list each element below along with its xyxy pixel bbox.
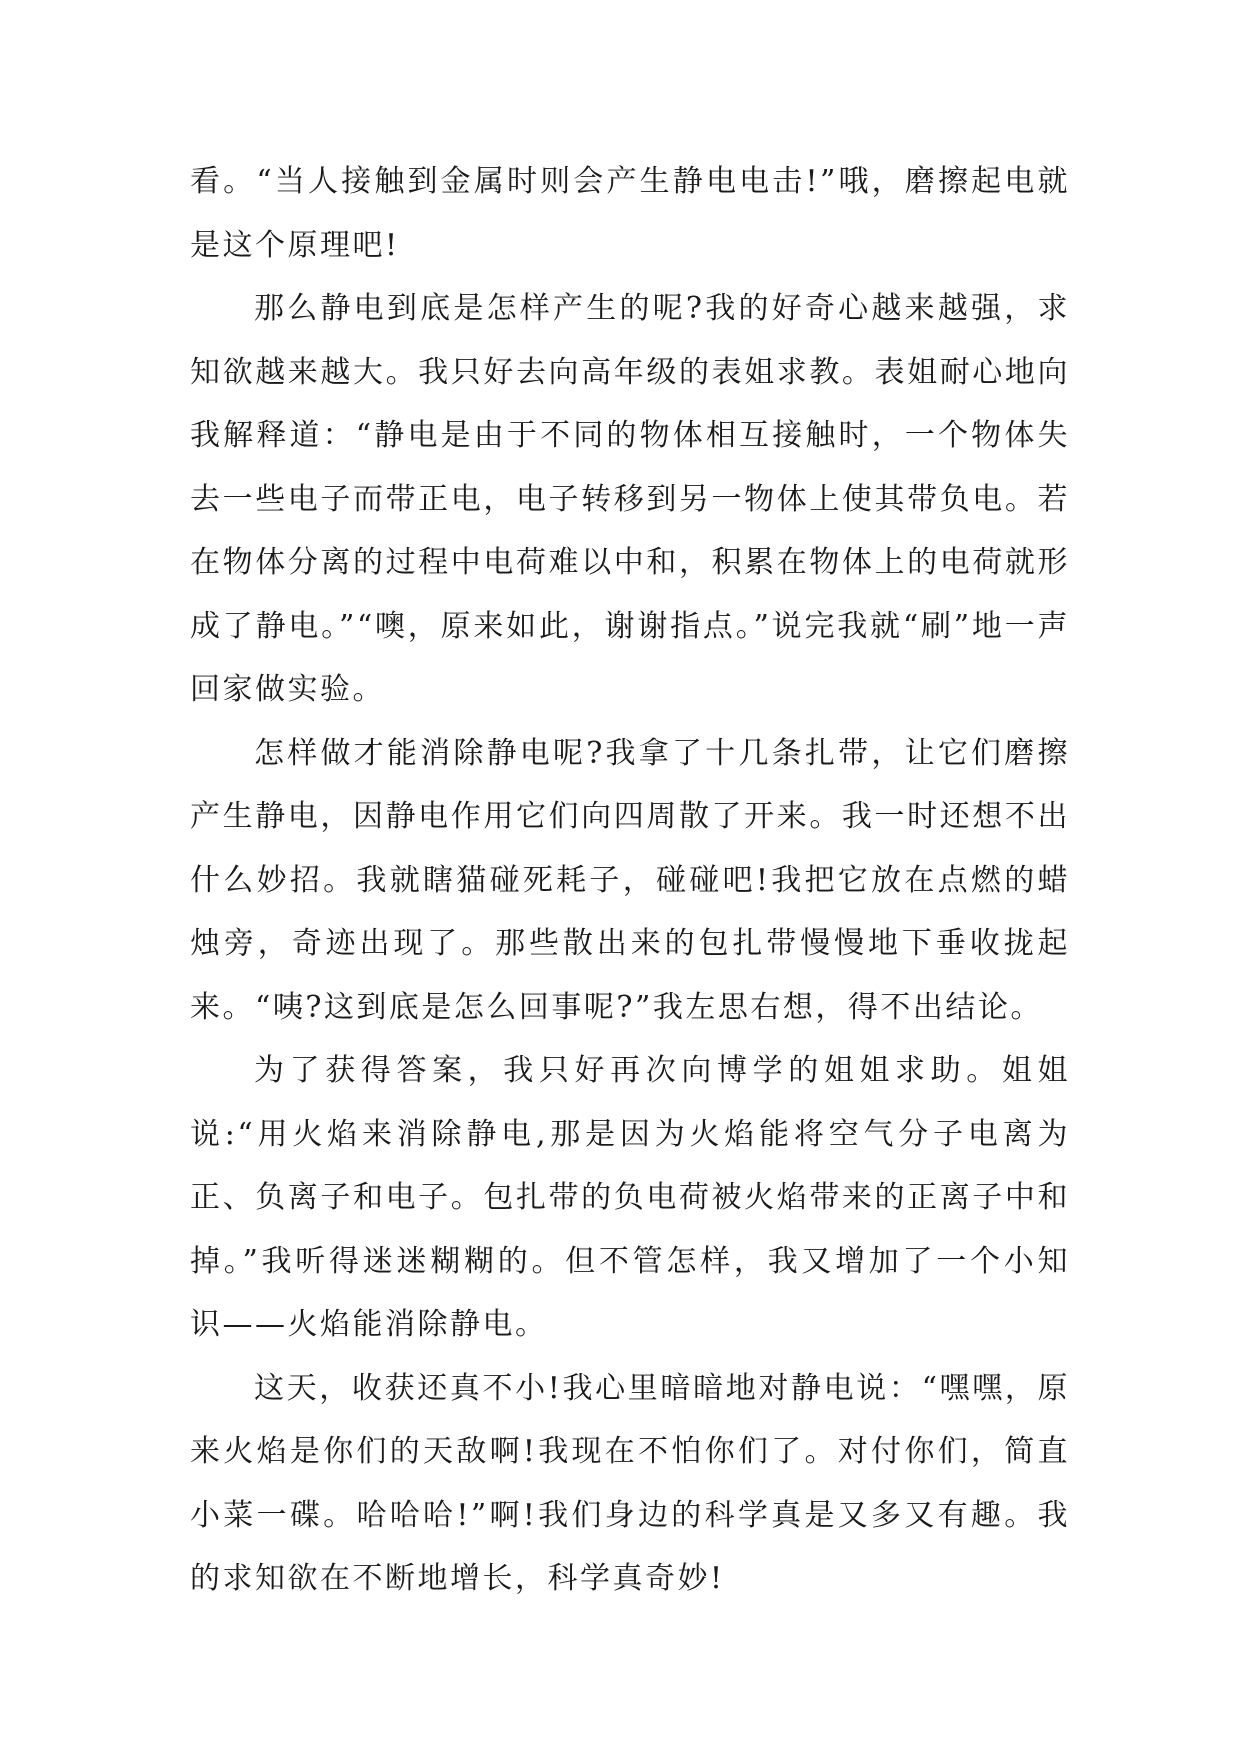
paragraph-3: 怎样做才能消除静电呢?我拿了十几条扎带，让它们磨擦产生静电，因静电作用它们向四周散了开来。我一时还想不出什么妙招。我就瞎猫碰死耗子，碰碰吧!我把它放在点燃的蜡烛旁，奇迹出现了。那些散出来的包扎带慢慢地下垂收拢起来。“咦?这到底是怎么回事呢?”我左思右想，得不出结论。 — [190, 735, 1070, 1025]
document-body — [190, 150, 1070, 1611]
paragraph-1: 看。“当人接触到金属时则会产生静电电击!”哦，磨擦起电就是这个原理吧! — [190, 164, 1070, 263]
paragraph-5: 这天，收获还真不小!我心里暗暗地对静电说：“嘿嘿，原来火焰是你们的天敌啊!我现在不怕你们了。对付你们，简直小菜一碟。哈哈哈!”啊!我们身边的科学真是又多又有趣。我的求知欲在不断地增长，科学真奇妙! — [190, 1370, 1070, 1596]
paragraph-2: 那么静电到底是怎样产生的呢?我的好奇心越来越强，求知欲越来越大。我只好去向高年级的表姐求教。表姐耐心地向我解释道：“静电是由于不同的物体相互接触时，一个物体失去一些电子而带正电，电子转移到另一物体上使其带负电。若在物体分离的过程中电荷难以中和，积累在物体上的电荷就形成了静电。”“噢，原来如此，谢谢指点。”说完我就“刷”地一声回家做实验。 — [190, 291, 1070, 707]
paragraph-4: 为了获得答案，我只好再次向博学的姐姐求助。姐姐说:“用火焰来消除静电,那是因为火焰能将空气分子电离为正、负离子和电子。包扎带的负电荷被火焰带来的正离子中和掉。”我听得迷迷糊糊的。但不管怎样，我又增加了一个小知识——火焰能消除静电。 — [190, 1053, 1070, 1342]
